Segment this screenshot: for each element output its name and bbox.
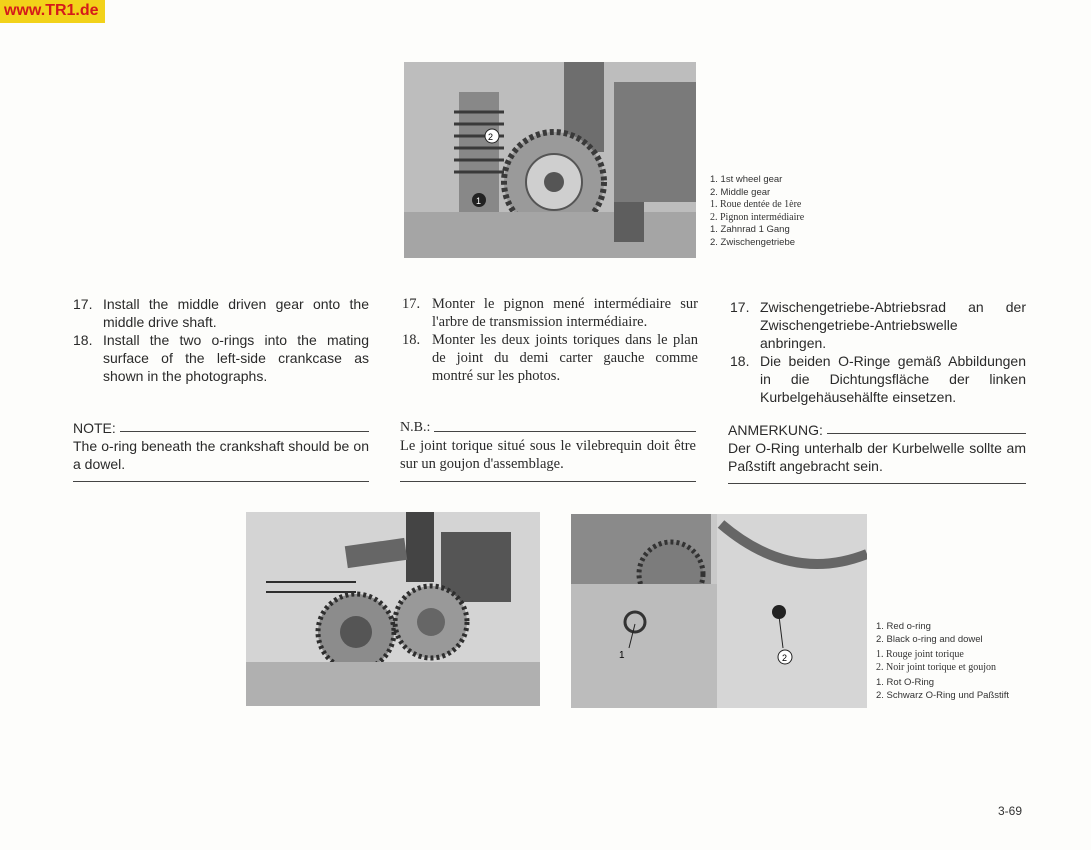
callout-2: 2 (488, 132, 494, 142)
note-text: Der O-Ring unterhalb der Kurbelwelle sollte am Paßstift angebracht sein. (728, 440, 1026, 474)
step-number: 18. (730, 353, 750, 369)
step-18-en (73, 331, 369, 385)
note-heading (728, 421, 1026, 439)
gear-assembly-photo (404, 62, 696, 258)
top-caption (710, 174, 804, 249)
step-17-en (73, 295, 369, 331)
step-text: Monter les deux joints toriques dans le plan de joint du demi carter gauche comme montré sur les photos. (432, 332, 698, 384)
o-ring-photo (571, 514, 867, 708)
english-note (73, 419, 369, 482)
step-number: 18. (402, 332, 421, 348)
caption-en-2: 2. Middle gear (710, 186, 771, 198)
caption-fr-2: 2. Noir joint torique et goujon (876, 661, 996, 673)
caption-de-2: 2. Schwarz O-Ring und Paßstift (876, 689, 1010, 701)
note-text: Le joint torique situé sous le vilebrequin doit être sur un goujon d'assemblage. (400, 438, 696, 472)
o-ring-drawing (571, 514, 867, 708)
step-number: 17. (73, 296, 93, 312)
bottom-caption (876, 621, 1009, 702)
step-18-fr (402, 331, 698, 385)
french-column (402, 295, 698, 385)
note-title: N.B.: (400, 420, 431, 435)
step-text: Install the two o-rings into the mating surface of the left-side crankcase as shown in the photographs. (103, 332, 369, 384)
callout-1: 1 (476, 196, 482, 206)
caption-de-1: 1. Zahnrad 1 Gang (710, 224, 790, 235)
step-text: Monter le pignon mené intermédiaire sur l'arbre de transmission intermédiaire. (432, 296, 698, 330)
caption-fr-2: 2. Pignon intermédiaire (710, 211, 805, 223)
caption-fr-1: 1. Roue dentée de 1ère (710, 199, 802, 210)
caption-en-2: 2. Black o-ring and dowel (876, 633, 983, 645)
caption-en-1: 1. Red o-ring (876, 621, 931, 632)
english-column (73, 295, 369, 385)
caption-de-2: 2. Zwischengetriebe (710, 236, 796, 248)
note-heading (400, 419, 696, 437)
note-title: NOTE: (73, 420, 116, 436)
gear-assembly-drawing (404, 62, 696, 258)
page-number: 3-69 (998, 804, 1023, 818)
crankcase-photo (246, 512, 540, 706)
step-17-fr (402, 295, 698, 331)
step-number: 18. (73, 332, 93, 348)
step-text: Die beiden O-Ringe gemäß Abbildungen in die Dichtungsfläche der linken Kurbelgehäusehälfte einsetzen. (760, 353, 1026, 405)
caption-fr-1: 1. Rouge joint torique (876, 649, 964, 660)
note-rule (400, 481, 696, 482)
step-18-de (730, 352, 1026, 406)
step-text: Install the middle driven gear onto the middle drive shaft. (103, 296, 369, 330)
french-note (400, 419, 696, 482)
step-number: 17. (730, 299, 750, 315)
site-watermark[interactable]: www.TR1.de (0, 0, 105, 23)
note-rule (728, 483, 1026, 484)
step-17-de (730, 298, 1026, 352)
step-text: Zwischengetriebe-Abtriebsrad an der Zwischengetriebe-Antriebswelle anbringen. (760, 299, 1026, 351)
note-title: ANMERKUNG: (728, 422, 823, 438)
caption-de-1: 1. Rot O-Ring (876, 677, 935, 688)
crankcase-drawing (246, 512, 540, 706)
note-rule (73, 481, 369, 482)
step-number: 17. (402, 296, 421, 312)
callout-1: 1 (619, 650, 625, 661)
note-text: The o-ring beneath the crankshaft should be on a dowel. (73, 438, 369, 472)
caption-en-1: 1. 1st wheel gear (710, 174, 783, 185)
note-heading (73, 419, 369, 437)
german-column (730, 298, 1026, 406)
callout-2: 2 (782, 653, 788, 663)
german-note (728, 421, 1026, 484)
